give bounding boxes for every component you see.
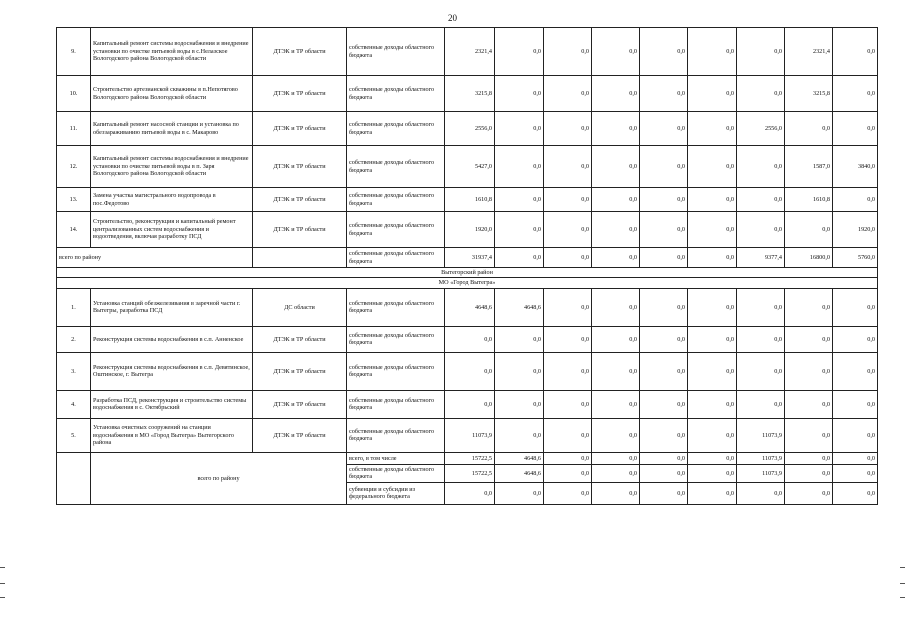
amount-cell: 0,0: [833, 390, 878, 418]
amount-cell: 0,0: [833, 76, 878, 112]
amount-cell: 0,0: [640, 146, 688, 188]
amount-cell: 3215,8: [445, 76, 495, 112]
amount-cell: 0,0: [544, 482, 592, 504]
amount-cell: 2321,4: [445, 28, 495, 76]
amount-cell: 0,0: [495, 418, 544, 452]
amount-cell: 0,0: [592, 76, 640, 112]
row-number: 2.: [57, 326, 91, 352]
amount-cell: 0,0: [495, 146, 544, 188]
table-row: [57, 326, 878, 352]
amount-cell: 0,0: [737, 288, 785, 326]
amount-cell: 2556,0: [737, 112, 785, 146]
amount-cell: 0,0: [688, 76, 737, 112]
amount-cell: 0,0: [544, 188, 592, 212]
amount-cell: 0,0: [688, 482, 737, 504]
amount-cell: 0,0: [688, 112, 737, 146]
margin-mark: [900, 597, 905, 598]
amount-cell: 11073,9: [737, 464, 785, 482]
amount-cell: 4648,6: [445, 288, 495, 326]
amount-cell: 1610,8: [445, 188, 495, 212]
amount-cell: 0,0: [688, 146, 737, 188]
amount-cell: 0,0: [495, 76, 544, 112]
amount-cell: 16800,0: [785, 248, 833, 268]
row-number: 12.: [57, 146, 91, 188]
amount-cell: 5427,0: [445, 146, 495, 188]
amount-cell: 0,0: [445, 390, 495, 418]
amount-cell: 0,0: [640, 390, 688, 418]
amount-cell: 0,0: [544, 390, 592, 418]
funding-source: собственные доходы областного бюджета: [347, 352, 445, 390]
project-name: Реконструкция системы водоснабжения в с.п. Анненское: [91, 326, 253, 352]
amount-cell: 0,0: [785, 212, 833, 248]
total-label: всего по району: [91, 452, 347, 504]
amount-cell: 1920,0: [445, 212, 495, 248]
amount-cell: 0,0: [833, 288, 878, 326]
funding-source: собственные доходы областного бюджета: [347, 28, 445, 76]
funding-source: собственные доходы областного бюджета: [347, 212, 445, 248]
amount-cell: 0,0: [785, 288, 833, 326]
amount-cell: 0,0: [737, 146, 785, 188]
amount-cell: 0,0: [737, 390, 785, 418]
amount-cell: 0,0: [688, 212, 737, 248]
amount-cell: 0,0: [785, 390, 833, 418]
amount-cell: 0,0: [640, 418, 688, 452]
project-name: Реконструкция системы водоснабжения в с.п. Девятинское, Оштинское, г. Вытегра: [91, 352, 253, 390]
amount-cell: 11073,9: [445, 418, 495, 452]
funding-source: субвенции и субсидии из федерального бюджета: [347, 482, 445, 504]
table-row: [57, 188, 878, 212]
amount-cell: 0,0: [785, 326, 833, 352]
total-row: [57, 452, 878, 464]
amount-cell: 0,0: [544, 352, 592, 390]
row-number: 3.: [57, 352, 91, 390]
amount-cell: 0,0: [785, 452, 833, 464]
table-row: [57, 28, 878, 76]
amount-cell: 0,0: [833, 482, 878, 504]
amount-cell: 1920,0: [833, 212, 878, 248]
amount-cell: 0,0: [640, 76, 688, 112]
amount-cell: 0,0: [640, 112, 688, 146]
amount-cell: 0,0: [544, 248, 592, 268]
amount-cell: 0,0: [737, 352, 785, 390]
amount-cell: 0,0: [495, 390, 544, 418]
amount-cell: 0,0: [785, 464, 833, 482]
executor: ДТЭК и ТР области: [253, 112, 347, 146]
amount-cell: 0,0: [592, 326, 640, 352]
amount-cell: 0,0: [544, 326, 592, 352]
table-row: [57, 352, 878, 390]
funding-source: собственные доходы областного бюджета: [347, 146, 445, 188]
amount-cell: 0,0: [833, 352, 878, 390]
margin-mark: [900, 583, 905, 584]
amount-cell: 0,0: [495, 326, 544, 352]
amount-cell: 0,0: [785, 418, 833, 452]
executor: ДТЭК и ТР области: [253, 28, 347, 76]
amount-cell: 0,0: [640, 326, 688, 352]
row-number: 10.: [57, 76, 91, 112]
amount-cell: 2321,4: [785, 28, 833, 76]
amount-cell: 0,0: [833, 188, 878, 212]
amount-cell: 0,0: [445, 326, 495, 352]
funding-source: собственные доходы областного бюджета: [347, 326, 445, 352]
district-banner: Вытегорский район: [57, 268, 878, 278]
margin-mark: [0, 597, 5, 598]
amount-cell: 0,0: [544, 212, 592, 248]
executor: ДТЭК и ТР области: [253, 390, 347, 418]
section-banner-row: [57, 268, 878, 278]
amount-cell: 0,0: [592, 212, 640, 248]
amount-cell: 0,0: [495, 188, 544, 212]
row-number: 4.: [57, 390, 91, 418]
amount-cell: 0,0: [445, 352, 495, 390]
amount-cell: 0,0: [640, 188, 688, 212]
amount-cell: 0,0: [737, 76, 785, 112]
funding-source: собственные доходы областного бюджета: [347, 464, 445, 482]
amount-cell: 2556,0: [445, 112, 495, 146]
amount-cell: 0,0: [445, 482, 495, 504]
amount-cell: 0,0: [688, 390, 737, 418]
margin-mark: [0, 567, 5, 568]
funding-source: собственные доходы областного бюджета: [347, 248, 445, 268]
amount-cell: 0,0: [640, 482, 688, 504]
table-row: [57, 146, 878, 188]
total-row: [57, 248, 878, 268]
funding-source: всего, в том числе: [347, 452, 445, 464]
amount-cell: 0,0: [544, 76, 592, 112]
table-row: [57, 288, 878, 326]
project-name: Разработка ПСД, реконструкция и строительство системы водоснабжения в с. Октябрьский: [91, 390, 253, 418]
amount-cell: 0,0: [688, 248, 737, 268]
total-label: всего по району: [57, 248, 253, 268]
amount-cell: 0,0: [592, 418, 640, 452]
table-row: [57, 112, 878, 146]
amount-cell: 0,0: [785, 482, 833, 504]
table-row: [57, 390, 878, 418]
amount-cell: 15722,5: [445, 464, 495, 482]
amount-cell: 0,0: [640, 248, 688, 268]
amount-cell: 11073,9: [737, 452, 785, 464]
amount-cell: 0,0: [640, 352, 688, 390]
amount-cell: 1587,0: [785, 146, 833, 188]
funding-source: собственные доходы областного бюджета: [347, 390, 445, 418]
project-name: Установка очистных сооружений на станции водоснабжения в МО «Город Вытегра» Вытегорского района: [91, 418, 253, 452]
amount-cell: 0,0: [640, 452, 688, 464]
amount-cell: 0,0: [688, 418, 737, 452]
table-row: [57, 418, 878, 452]
executor: ДТЭК и ТР области: [253, 76, 347, 112]
amount-cell: 0,0: [833, 326, 878, 352]
amount-cell: 0,0: [495, 482, 544, 504]
program-table: [56, 27, 878, 505]
amount-cell: 4648,6: [495, 288, 544, 326]
amount-cell: 0,0: [544, 28, 592, 76]
amount-cell: 0,0: [544, 146, 592, 188]
funding-source: собственные доходы областного бюджета: [347, 418, 445, 452]
executor: ДТЭК и ТР области: [253, 326, 347, 352]
margin-mark: [900, 567, 905, 568]
amount-cell: 0,0: [833, 418, 878, 452]
project-name: Строительство, реконструкция и капитальный ремонт централизованных систем водоснабжения и водоотведения, включая разработку ПСД: [91, 212, 253, 248]
project-name: Строительство артезианской скважины в п.Непотягово Вологодского района Вологодской области: [91, 76, 253, 112]
row-number: 13.: [57, 188, 91, 212]
amount-cell: 0,0: [833, 28, 878, 76]
amount-cell: 0,0: [592, 248, 640, 268]
row-number: 11.: [57, 112, 91, 146]
executor: ДТЭК и ТР области: [253, 212, 347, 248]
amount-cell: 15722,5: [445, 452, 495, 464]
margin-mark: [0, 583, 5, 584]
amount-cell: 0,0: [592, 28, 640, 76]
amount-cell: 9377,4: [737, 248, 785, 268]
amount-cell: 0,0: [688, 326, 737, 352]
amount-cell: 0,0: [495, 212, 544, 248]
amount-cell: 0,0: [737, 482, 785, 504]
amount-cell: 0,0: [544, 418, 592, 452]
amount-cell: 0,0: [833, 112, 878, 146]
table-row: [57, 76, 878, 112]
row-number: 9.: [57, 28, 91, 76]
amount-cell: 0,0: [688, 352, 737, 390]
amount-cell: 0,0: [737, 212, 785, 248]
amount-cell: 0,0: [785, 352, 833, 390]
amount-cell: 0,0: [785, 112, 833, 146]
project-name: Установка станций обезжелезивания в заречной части г. Вытегры, разработка ПСД: [91, 288, 253, 326]
amount-cell: 0,0: [592, 288, 640, 326]
amount-cell: 0,0: [544, 464, 592, 482]
amount-cell: 0,0: [544, 288, 592, 326]
amount-cell: 0,0: [592, 352, 640, 390]
project-name: Замена участка магистрального водопровода в пос.Федотово: [91, 188, 253, 212]
amount-cell: 0,0: [737, 326, 785, 352]
executor: ДТЭК и ТР области: [253, 418, 347, 452]
amount-cell: 0,0: [833, 452, 878, 464]
amount-cell: 0,0: [592, 188, 640, 212]
amount-cell: 0,0: [592, 146, 640, 188]
amount-cell: 1610,8: [785, 188, 833, 212]
project-name: Капитальный ремонт насосной станции и установка по обеззараживанию питьевой воды в с. Макарово: [91, 112, 253, 146]
section-banner-row: [57, 278, 878, 288]
row-number: [57, 452, 91, 504]
municipality-banner: МО «Город Вытегра»: [57, 278, 878, 288]
funding-source: собственные доходы областного бюджета: [347, 112, 445, 146]
amount-cell: 0,0: [544, 112, 592, 146]
amount-cell: 0,0: [592, 112, 640, 146]
amount-cell: 0,0: [688, 452, 737, 464]
amount-cell: 0,0: [592, 482, 640, 504]
funding-source: собственные доходы областного бюджета: [347, 288, 445, 326]
amount-cell: 0,0: [688, 28, 737, 76]
amount-cell: 0,0: [544, 452, 592, 464]
amount-cell: 0,0: [592, 390, 640, 418]
executor: ДТЭК и ТР области: [253, 146, 347, 188]
amount-cell: 0,0: [688, 464, 737, 482]
amount-cell: 0,0: [592, 452, 640, 464]
amount-cell: 0,0: [495, 112, 544, 146]
amount-cell: 0,0: [688, 288, 737, 326]
executor: ДС области: [253, 288, 347, 326]
amount-cell: 3840,0: [833, 146, 878, 188]
table-row: [57, 212, 878, 248]
amount-cell: 0,0: [495, 28, 544, 76]
amount-cell: 0,0: [737, 28, 785, 76]
amount-cell: 4648,6: [495, 464, 544, 482]
amount-cell: 0,0: [640, 212, 688, 248]
page-number: 20: [448, 13, 457, 23]
funding-source: собственные доходы областного бюджета: [347, 188, 445, 212]
executor: [253, 248, 347, 268]
amount-cell: 0,0: [833, 464, 878, 482]
amount-cell: 0,0: [688, 188, 737, 212]
amount-cell: 0,0: [640, 28, 688, 76]
amount-cell: 0,0: [640, 464, 688, 482]
amount-cell: 31937,4: [445, 248, 495, 268]
row-number: 1.: [57, 288, 91, 326]
amount-cell: 0,0: [592, 464, 640, 482]
amount-cell: 0,0: [495, 352, 544, 390]
amount-cell: 5760,0: [833, 248, 878, 268]
amount-cell: 0,0: [737, 188, 785, 212]
amount-cell: 0,0: [495, 248, 544, 268]
project-name: Капитальный ремонт системы водоснабжения и внедрение установки по очистке питьевой воды в с.Нелазское Вологодского района Вологодской области: [91, 28, 253, 76]
funding-source: собственные доходы областного бюджета: [347, 76, 445, 112]
executor: ДТЭК и ТР области: [253, 352, 347, 390]
amount-cell: 4648,6: [495, 452, 544, 464]
amount-cell: 11073,9: [737, 418, 785, 452]
amount-cell: 0,0: [640, 288, 688, 326]
row-number: 5.: [57, 418, 91, 452]
amount-cell: 3215,8: [785, 76, 833, 112]
row-number: 14.: [57, 212, 91, 248]
executor: ДТЭК и ТР области: [253, 188, 347, 212]
project-name: Капитальный ремонт системы водоснабжения и внедрение установки по очистке питьевой воды в п. Заря Вологодского района Вологодской области: [91, 146, 253, 188]
